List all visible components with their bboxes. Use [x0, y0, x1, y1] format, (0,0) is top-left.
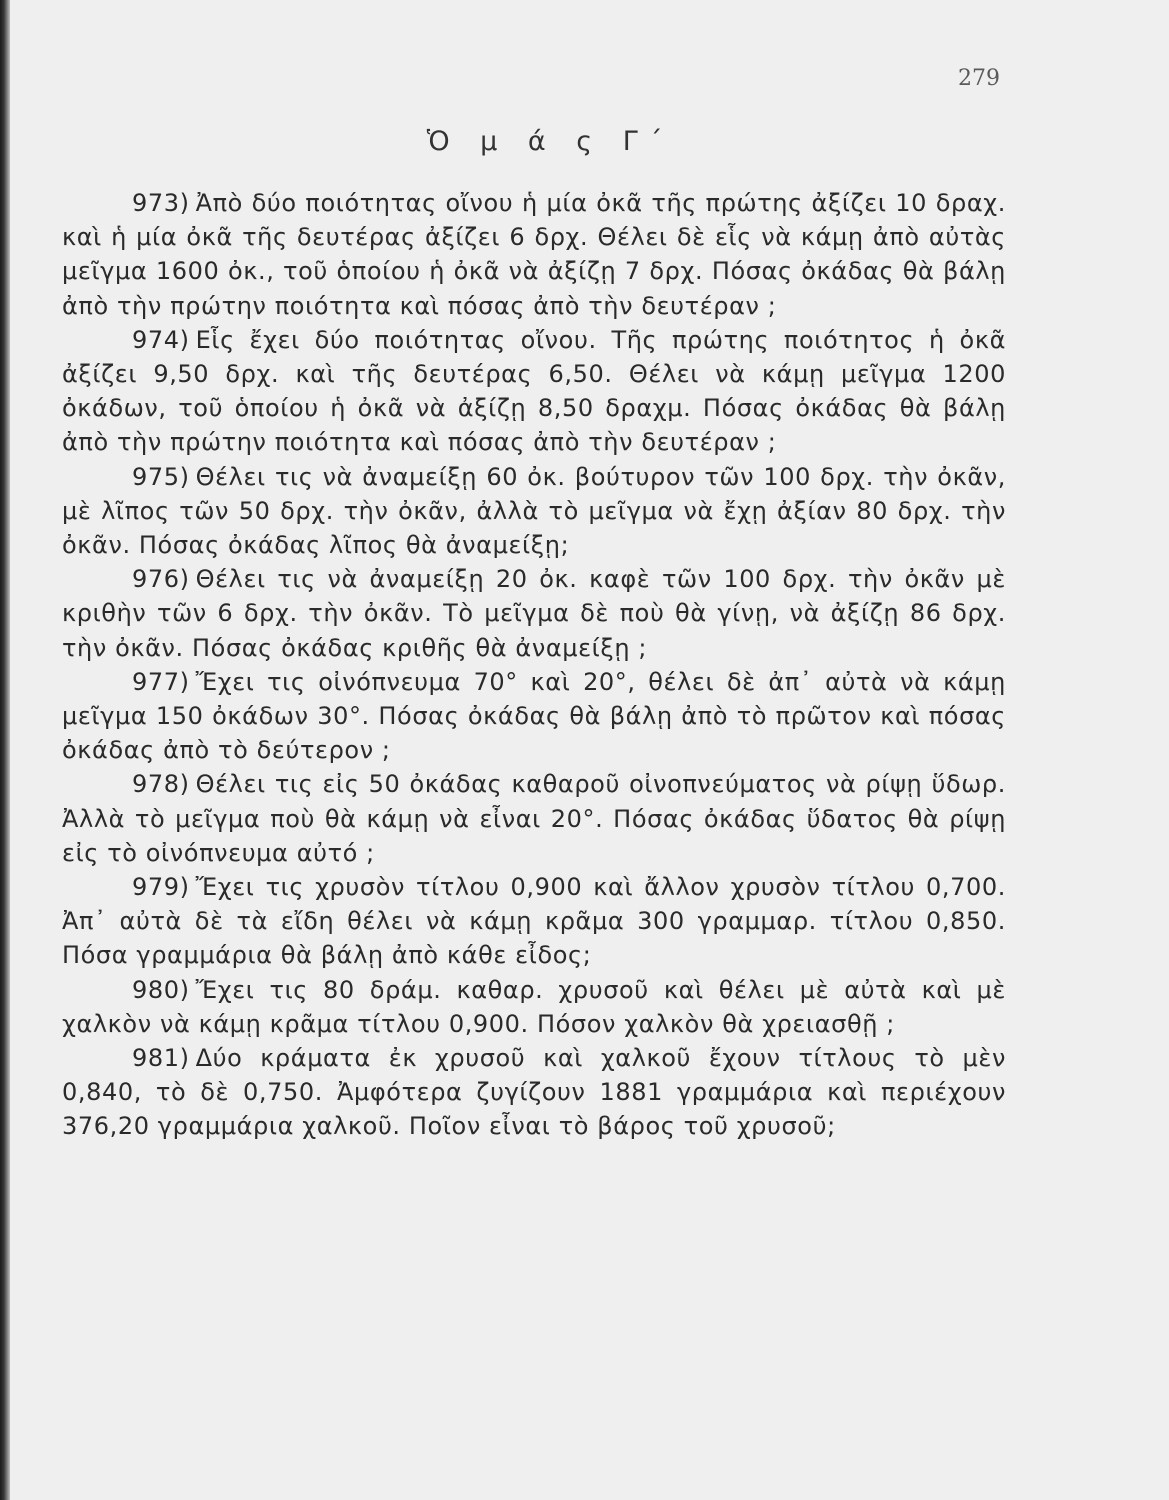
- problem-text: Ἔχει τις οἰνόπνευμα 70° καὶ 20°, θέλει δὲ ἀπ᾽ αὐτὰ νὰ κάμῃ μεῖγμα 150 ὀκάδων 30°. Πόσας ὀκάδας θὰ βάλῃ ἀπὸ τὸ πρῶτον καὶ πόσας ὀκάδας ἀπὸ τὸ δεύτερον ;: [62, 667, 1006, 765]
- problem-number: 977): [132, 667, 190, 696]
- problem-number: 975): [132, 462, 190, 491]
- problem-list: [62, 186, 1006, 1144]
- problem-number: 981): [132, 1044, 190, 1073]
- problem-974: [62, 323, 1006, 460]
- problem-number: 973): [132, 189, 190, 217]
- problem-text: Ἀπὸ δύο ποιότητας οἴνου ἡ μία ὀκᾶ τῆς πρώτης ἀξίζει 10 δραχ. καὶ ἡ μία ὀκᾶ τῆς δευτέρας ἀξίζει 6 δρχ. Θέλει δὲ εἷς νὰ κάμῃ ἀπὸ αὐτὰς μεῖγμα 1600 ὀκ., τοῦ ὁποίου ἡ ὀκᾶ νὰ ἀξίζῃ 7 δρχ. Πόσας ὀκάδας θὰ βάλῃ ἀπὸ τὴν πρώτην ποιότητα καὶ πόσας ἀπὸ τὴν δευτέραν ;: [62, 189, 1006, 320]
- problem-text: Θέλει τις εἰς 50 ὀκάδας καθαροῦ οἰνοπνεύματος νὰ ρίψῃ ὕδωρ. Ἀλλὰ τὸ μεῖγμα ποὺ θὰ κάμῃ νὰ εἶναι 20°. Πόσας ὀκάδας ὕδατος θὰ ρίψῃ εἰς τὸ οἰνόπνευμα αὐτό ;: [62, 770, 1006, 867]
- problem-number: 980): [132, 975, 190, 1004]
- section-heading: Ὁ μ ά ς Γ΄: [426, 126, 674, 157]
- problem-text: Ἔχει τις χρυσὸν τίτλου 0,900 καὶ ἄλλον χρυσὸν τίτλου 0,700. Ἀπ᾽ αὐτὰ δὲ τὰ εἴδη θέλει νὰ κάμῃ κρᾶμα 300 γραμμαρ. τίτλου 0,850. Πόσα γραμμάρια θὰ βάλῃ ἀπὸ κάθε εἶδος;: [62, 873, 1006, 970]
- problem-text: Εἷς ἔχει δύο ποιότητας οἴνου. Τῆς πρώτης ποιότητος ἡ ὀκᾶ ἀξίζει 9,50 δρχ. καὶ τῆς δευτέρας 6,50. Θέλει νὰ κάμῃ μεῖγμα 1200 ὀκάδων, τοῦ ὁποίου ἡ ὀκᾶ νὰ ἀξίζῃ 8,50 δραχμ. Πόσας ὀκάδας θὰ βάλῃ ἀπὸ τὴν πρώτην ποιότητα καὶ πόσας ἀπὸ τὴν δευτέραν ;: [62, 325, 1006, 457]
- problem-number: 979): [132, 873, 190, 902]
- problem-number: 976): [132, 565, 190, 594]
- problem-text: Ἔχει τις 80 δράμ. καθαρ. χρυσοῦ καὶ θέλει μὲ αὐτὰ καὶ μὲ χαλκὸν νὰ κάμῃ κρᾶμα τίτλου 0,900. Πόσον χαλκὸν θὰ χρειασθῇ ;: [62, 975, 1006, 1038]
- problem-975: [62, 460, 1006, 563]
- problem-979: [62, 870, 1006, 973]
- problem-text: Δύο κράματα ἐκ χρυσοῦ καὶ χαλκοῦ ἔχουν τίτλους τὸ μὲν 0,840, τὸ δὲ 0,750. Ἀμφότερα ζυγίζουν 1881 γραμμάρια καὶ περιέχουν 376,20 γραμμάρια χαλκοῦ. Ποῖον εἶναι τὸ βάρος τοῦ χρυσοῦ;: [62, 1044, 1006, 1141]
- problem-number: 974): [132, 325, 190, 354]
- page-number: 279: [958, 66, 1000, 91]
- problem-980: [62, 973, 1006, 1041]
- problem-text: Θέλει τις νὰ ἀναμείξῃ 20 ὀκ. καφὲ τῶν 100 δρχ. τὴν ὀκᾶν μὲ κριθὴν τῶν 6 δρχ. τὴν ὀκᾶν. Τὸ μεῖγμα δὲ ποὺ θὰ γίνῃ, νὰ ἀξίζῃ 86 δρχ. τὴν ὀκᾶν. Πόσας ὀκάδας κριθῆς θὰ ἀναμείξῃ ;: [62, 565, 1006, 662]
- problem-973: [62, 186, 1006, 323]
- problem-977: [62, 665, 1006, 768]
- book-binding-edge: [0, 0, 10, 1500]
- problem-976: [62, 562, 1006, 665]
- problem-978: [62, 767, 1006, 870]
- problem-981: [62, 1041, 1006, 1144]
- problem-text: Θέλει τις νὰ ἀναμείξῃ 60 ὀκ. βούτυρον τῶν 100 δρχ. τὴν ὀκᾶν, μὲ λῖπος τῶν 50 δρχ. τὴν ὀκᾶν, ἀλλὰ τὸ μεῖγμα νὰ ἔχῃ ἀξίαν 80 δρχ. τὴν ὀκᾶν. Πόσας ὀκάδας λῖπος θὰ ἀναμείξῃ;: [62, 462, 1006, 560]
- problem-number: 978): [132, 770, 190, 799]
